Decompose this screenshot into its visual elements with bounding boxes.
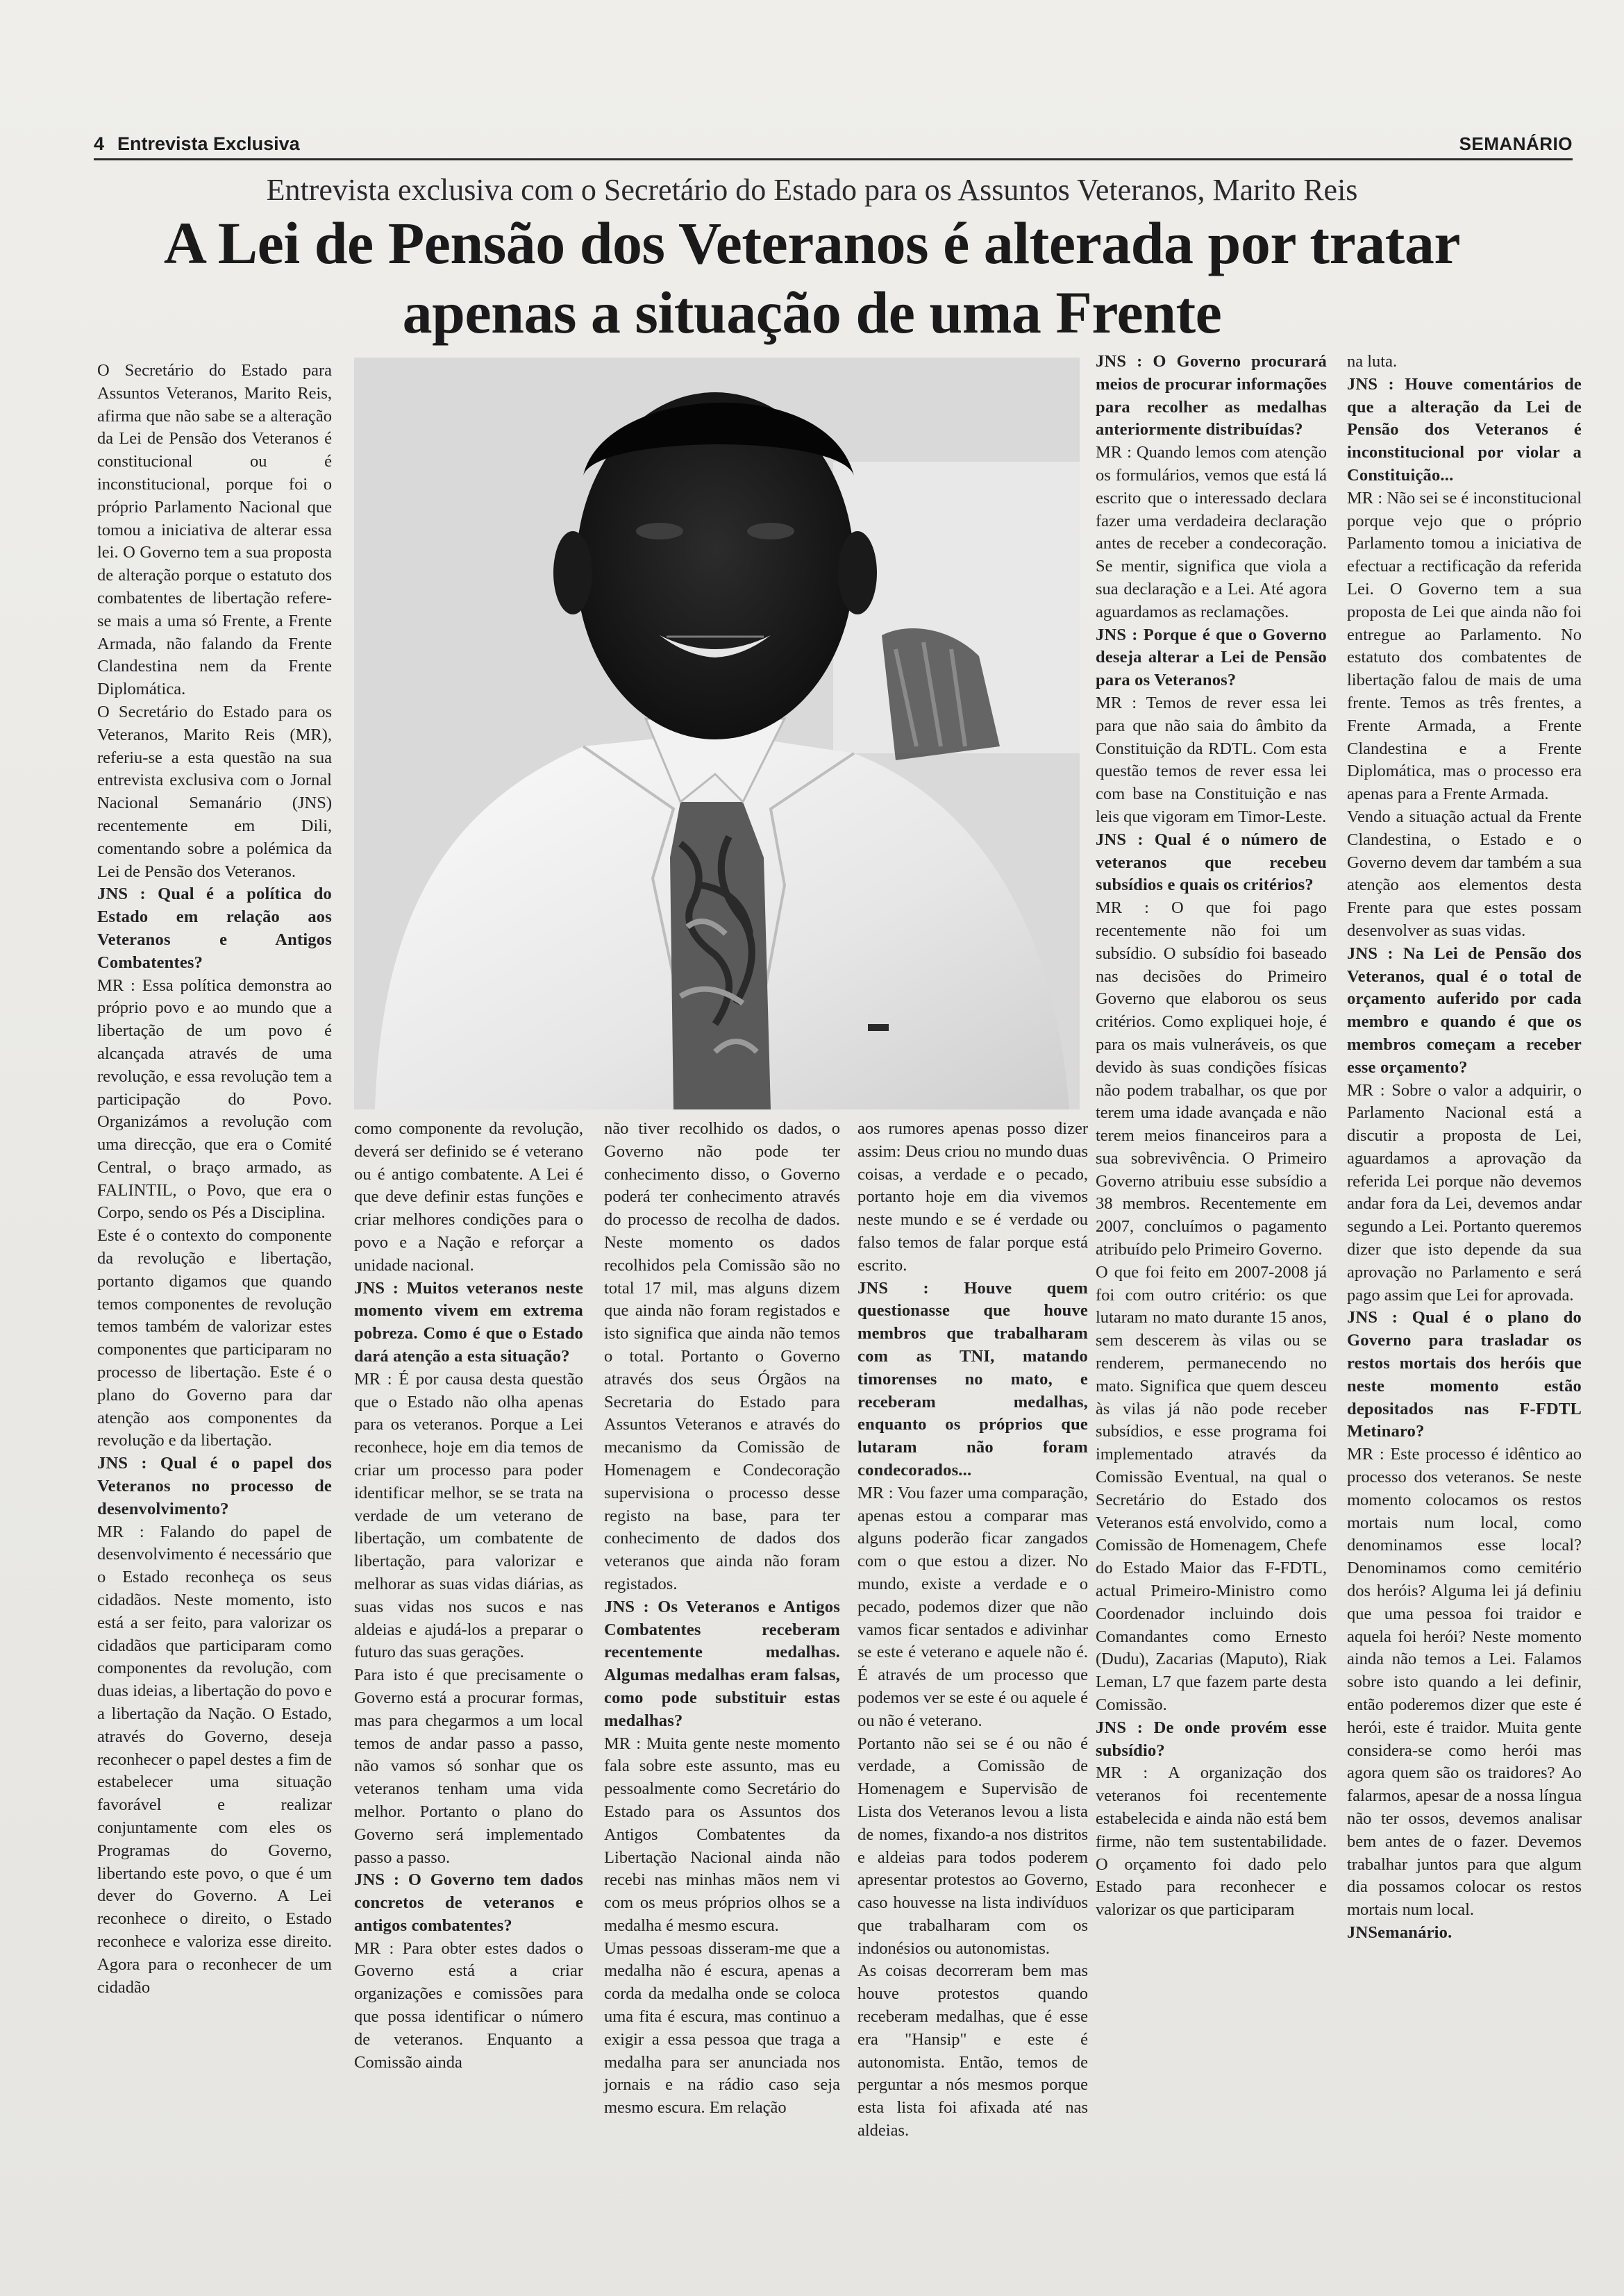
body-paragraph: MR : É por causa desta questão que o Estado não olha apenas para os veteranos. Porque a Lei reconhece, hoje em dia temos de criar um processo para poder identificar melhor, se se trata na verdade de um veterano de libertação, um combatente de libertação, para valorizar e melhorar as suas vidas diárias, as suas vidas nos sucos e nas aldeias e ajudá-los a preparar o futuro das suas gerações. xyxy=(354,1369,583,1662)
question-paragraph: JNS : O Governo procurará meios de procurar informações para recolher as medalhas anteriormente distribuídas? xyxy=(1096,352,1327,439)
portrait-photo xyxy=(354,358,1080,1109)
body-paragraph: MR : O que foi pago recentemente não foi um subsídio. O subsídio foi baseado nas decisões do Primeiro Governo que elaborou os seus critérios. Como expliquei hoje, é para os mais vulneráveis, os que devido às suas condições físicas não podem trabalhar, os que por terem uma idade avançada e não terem meios financeiros para a sua sobrevivência. O Primeiro Governo atribuiu esse subsídio a 38 membros. Recentemente em 2007, concluímos o pagamento atribuído pelo Primeiro Governo. xyxy=(1096,898,1327,1259)
body-paragraph: O Secretário do Estado para Assuntos Veteranos, Marito Reis, afirma que não sabe se a alteração da Lei de Pensão dos Veteranos é constitucional ou é inconstitucional, porque foi o próprio Parlamento Nacional que tomou a iniciativa de alterar essa lei. O Governo tem a sua proposta de alteração porque o estatuto dos combatentes de libertação refere-se mais a uma só Frente, a Frente Armada, não falando da Frente Clandestina nem da Frente Diplomática. xyxy=(97,361,332,699)
body-paragraph: Vendo a situação actual da Frente Clandestina, o Estado e o Governo devem dar também a sua atenção aos elementos desta Frente para que estes possam desenvolver as suas vidas. xyxy=(1347,807,1582,940)
masthead-logo: SEMANÁRIO xyxy=(1459,133,1573,154)
kicker-line: Entrevista exclusiva com o Secretário do Estado para os Assuntos Veteranos, Marito Reis xyxy=(266,173,1358,207)
body-paragraph: O Secretário do Estado para os Veteranos, Marito Reis (MR), referiu-se a esta questão na sua entrevista exclusiva com o Jornal Nacional Semanário (JNS) recentemente em Dili, comentando sobre a polémica da Lei de Pensão dos Veteranos. xyxy=(97,702,332,881)
question-paragraph: JNS : Na Lei de Pensão dos Veteranos, qual é o total de orçamento auferido por cada membro e quando é que os membros começam a receber esse orçamento? xyxy=(1347,944,1582,1077)
body-paragraph: Este é o contexto do componente da revolução e libertação, portanto digamos que quando temos componentes de revolução temos também de valorizar estes componentes que participaram no processo de libertação. Este é o plano do Governo para dar atenção aos componentes da revolução e da libertação. xyxy=(97,1226,332,1450)
body-paragraph: aos rumores apenas posso dizer assim: Deus criou no mundo duas coisas, a verdade e o pecado, portanto hoje em dia vivemos neste mundo e se é verdade ou falso temos de falar porque está escrito. xyxy=(857,1119,1088,1275)
body-paragraph: MR : Para obter estes dados o Governo está a criar organizações e comissões para que possa identificar o número de veteranos. Enquanto a Comissão ainda xyxy=(354,1938,583,2072)
text-column-1 xyxy=(97,360,332,1999)
body-paragraph: Para isto é que precisamente o Governo está a procurar formas, mas para chegarmos a um local temos de andar passo a passo, não vamos só sonhar que os veteranos tenham uma vida melhor. Portanto o plano do Governo será implementado passo a passo. xyxy=(354,1666,583,1867)
text-column-3 xyxy=(604,1118,840,2120)
page-header xyxy=(94,133,1573,160)
question-paragraph: JNS : Muitos veteranos neste momento vivem em extrema pobreza. Como é que o Estado dará atenção a esta situação? xyxy=(354,1278,583,1366)
body-paragraph: MR : Essa política demonstra ao próprio povo e ao mundo que a libertação de um povo é alcançada através de uma revolução, e essa revolução tem a participação do Povo. Organizámos a revolução com uma direcção, que era o Comité Central, o braço armado, as FALINTIL, o Povo, que era o Corpo, sendo os Pés a Disciplina. xyxy=(97,975,332,1223)
question-paragraph: JNS : Qual é o plano do Governo para trasladar os restos mortais dos heróis que neste momento estão depositados nas F-FDTL Metinaro? xyxy=(1347,1308,1582,1441)
question-paragraph: JNS : Houve comentários de que a alteração da Lei de Pensão dos Veteranos é inconstitucional por violar a Constituição... xyxy=(1347,374,1582,485)
body-paragraph: MR : Este processo é idêntico ao processo dos veteranos. Se neste momento colocamos os restos mortais num local, como denominamos esse local? Denominamos como cemitério dos heróis? Alguma lei já definiu que uma pessoa foi traidor e aquela foi herói? Neste momento ainda não temos a Lei. Falamos sobre isto quando a lei definir, então poderemos dizer que este é herói, este é traidor. Muita gente considera-se como herói mas agora quem são os traidores? Ao falarmos, apesar de a nossa língua não ter ossos, devemos analisar bem antes de o fazer. Devemos trabalhar juntos para que algum dia possamos colocar os restos mortais num local. xyxy=(1347,1445,1582,1920)
question-paragraph: JNS : Qual é o número de veteranos que recebeu subsídios e quais os critérios? xyxy=(1096,830,1327,895)
body-paragraph: MR : Vou fazer uma comparação, apenas estou a comparar mas alguns poderão ficar zangados com o que estou a dizer. No mundo, existe a verdade e o pecado, podemos dizer que não vamos ficar sentados e adivinhar se este é veterano e aquele não é. É através de um processo que podemos ver se este é ou aquele é ou não é veterano. xyxy=(857,1483,1088,1730)
body-paragraph: na luta. xyxy=(1347,352,1398,371)
body-paragraph: MR : Quando lemos com atenção os formulários, vemos que está lá escrito que o interessado declara fazer uma verdadeira declaração antes de receber a condecoração. Se mentir, significa que viola a sua declaração e a Lei. Até agora aguardamos as reclamações. xyxy=(1096,443,1327,621)
body-paragraph: Umas pessoas disseram-me que a medalha não é escura, apenas a corda da medalha onde se coloca uma fita é escura, mas continuo a exigir a essa pessoa que traga a medalha para ser anunciada nos jornais e na rádio caso seja mesmo escura. Em relação xyxy=(604,1938,840,2118)
body-paragraph: MR : Não sei se é inconstitucional porque vejo que o próprio Parlamento tomou a iniciativa de efectuar a rectificação da referida Lei. O Governo tem a sua proposta de Lei que ainda não foi entregue ao Parlamento. No estatuto dos combatentes de libertação falou de mais de uma frente. Temos as três frentes, a Frente Armada, a Frente Clandestina e a Frente Diplomática, mas o processo era apenas para a Frente Armada. xyxy=(1347,488,1582,804)
body-paragraph: MR : Falando do papel de desenvolvimento é necessário que o Estado reconheça os seus cidadãos. Neste momento, isto está a ser feito, para valorizar os cidadãos que participaram como componentes da revolução, com duas ideias, a libertação do povo e a libertação da Nação. O Estado, através do Governo, deseja reconhecer o papel destes a fim de estabelecer uma situação favorável e realizar conjuntamente com eles os Programas do Governo, libertando este povo, o que é um dever do Governo. A Lei reconhece o direito, o Estado reconhece e valoriza esse direito. Agora para o reconhecer de um cidadão xyxy=(97,1522,332,1997)
body-paragraph: como componente da revolução, deverá ser definido se é veterano ou é antigo combatente. A Lei é que deve definir estas funções e criar melhores condições para o povo e a Nação e reforçar a unidade nacional. xyxy=(354,1119,583,1275)
text-column-5 xyxy=(1096,351,1327,1922)
headline-line-2: apenas a situação de uma Frente xyxy=(402,279,1222,346)
question-paragraph: JNS : Qual é o papel dos Veteranos no processo de desenvolvimento? xyxy=(97,1454,332,1518)
question-paragraph: JNS : De onde provém esse subsídio? xyxy=(1096,1718,1327,1760)
portrait-illustration xyxy=(354,358,1080,1109)
text-column-6 xyxy=(1347,351,1582,1945)
page-number: 4 xyxy=(94,133,105,154)
question-paragraph: JNS : Qual é a política do Estado em relação aos Veteranos e Antigos Combatentes? xyxy=(97,885,332,972)
question-paragraph: JNSemanário. xyxy=(1347,1922,1453,1942)
body-paragraph: MR : Muita gente neste momento fala sobre este assunto, mas eu pessoalmente como Secretário do Estado para os Assuntos dos Antigos Combatentes da Libertação Nacional ainda não recebi nas minhas mãos nem vi com os meus próprios olhos se a medalha é mesmo escura. xyxy=(604,1734,840,1935)
headline xyxy=(0,208,1624,347)
text-column-4 xyxy=(857,1118,1088,2143)
section-label: Entrevista Exclusiva xyxy=(117,133,300,154)
body-paragraph: não tiver recolhido os dados, o Governo não pode ter conhecimento disso, o Governo poderá ter conhecimento através do processo de recolha de dados. Neste momento os dados recolhidos pela Comissão são no total 17 mil, mas alguns dizem que ainda não foram registados e isto significa que ainda não temos o total. Portanto o Governo através dos seus Órgãos na Secretaria do Estado para Assuntos Veteranos e através do mecanismo da Comissão de Homenagem e Condecoração supervisiona o processo desse registo na base, para ter conhecimento de dados dos veteranos que ainda não foram registados. xyxy=(604,1119,840,1593)
body-paragraph: O que foi feito em 2007-2008 já foi com outro critério: os que lutaram no mato durante 15 anos, sem descerem às vilas ou se renderem, permanecendo no mato. Significa que quem desceu às vilas já não pode receber subsídios, e esse programa foi implementado através da Comissão Eventual, na qual o Secretário do Estado dos Veteranos está envolvido, como a Comissão de Homenagem, Chefe do Estado Maior das F-FDTL, actual Primeiro-Ministro como Coordenador incluindo dois Comandantes como Ernesto (Dudu), Zacarias (Maputo), Riak Leman, L7 que fazem parte desta Comissão. xyxy=(1096,1262,1327,1715)
body-paragraph: MR : A organização dos veteranos foi recentemente estabelecida e ainda não está bem firme, não tem sustentabilidade. O orçamento foi dado pelo Estado para reconhecer e valorizar os que participaram xyxy=(1096,1763,1327,1920)
text-column-2 xyxy=(354,1118,583,2074)
question-paragraph: JNS : Houve quem questionasse que houve membros que trabalharam com as TNI, matando timorenses no mato, e receberam medalhas, enquanto os próprios que lutaram não foram condecorados... xyxy=(857,1278,1088,1480)
question-paragraph: JNS : O Governo tem dados concretos de veteranos e antigos combatentes? xyxy=(354,1870,583,1935)
question-paragraph: JNS : Porque é que o Governo deseja alterar a Lei de Pensão para os Veteranos? xyxy=(1096,625,1327,690)
body-paragraph: MR : Temos de rever essa lei para que não saia do âmbito da Constituição da RDTL. Com esta questão temos de rever essa lei com base na Constituição e nas leis que vigoram em Timor-Leste. xyxy=(1096,693,1327,826)
question-paragraph: JNS : Os Veteranos e Antigos Combatentes receberam recentemente medalhas. Algumas medalhas eram falsas, como pode substituir estas medalhas? xyxy=(604,1597,840,1730)
body-paragraph: Portanto não sei se é ou não é verdade, a Comissão de Homenagem e Supervisão de Lista dos Veteranos levou a lista de nomes, fixando-a nos distritos e aldeias para todos poderem apresentar protestos ao Governo, caso houvesse na lista indivíduos que trabalharam com os indonésios ou autonomistas. xyxy=(857,1734,1088,1958)
headline-line-1: A Lei de Pensão dos Veteranos é alterada por tratar xyxy=(163,210,1461,276)
body-paragraph: MR : Sobre o valor a adquirir, o Parlamento Nacional está a discutir a proposta de Lei, aguardamos a aprovação da referida Lei porque não devemos andar fora da Lei, devemos andar segundo a Lei. Portanto queremos dizer que isto depende da sua aprovação no Parlamento e será pago assim que Lei for aprovada. xyxy=(1347,1080,1582,1305)
body-paragraph: As coisas decorreram bem mas houve protestos quando receberam medalhas, que é esse era "Hansip" e este é autonomista. Então, temos de perguntar a nós mesmos porque esta lista foi afixada até nas aldeias. xyxy=(857,1961,1088,2140)
